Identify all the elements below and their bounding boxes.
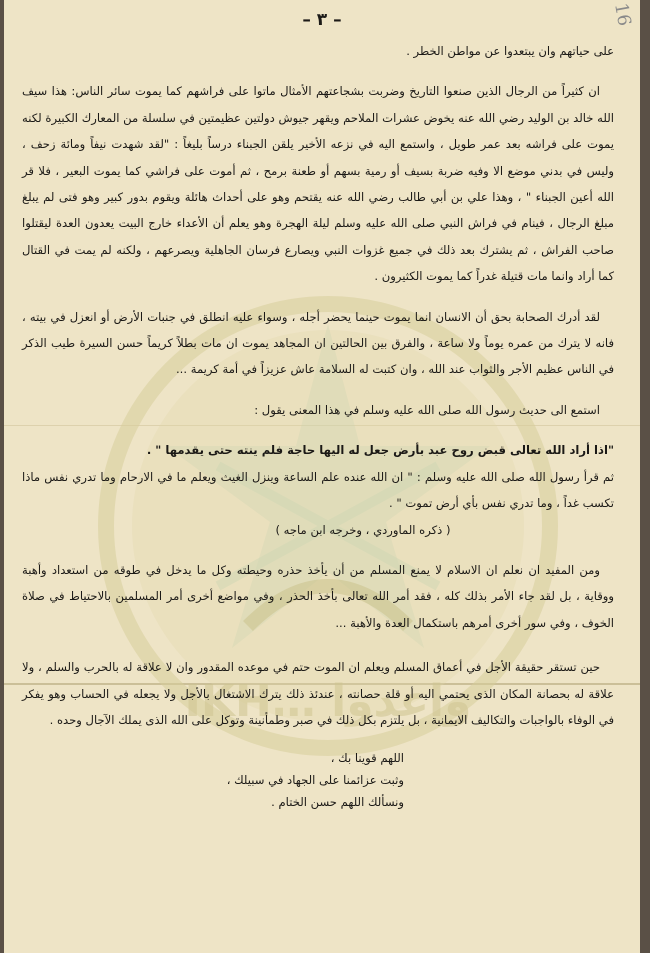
- paragraph-4: استمع الى حديث رسول الله صلى الله عليه وسلم في هذا المعنى يقول :: [254, 402, 600, 417]
- document-page: [4, 0, 640, 953]
- hadith-quote: "اذا أراد الله تعالى قبض روح عبد بأرض جعل له اليها حاجة فلم ينته حتى يقدمها " .: [146, 443, 614, 458]
- dua-line-2: وثبت عزائمنا على الجهاد في سبيلك ،: [226, 773, 404, 788]
- dua-line-1: اللهم قوينا بك ،: [330, 751, 404, 766]
- pencil-mark: 16: [610, 1, 635, 28]
- watermark-text: IKH… واعدوا: [184, 676, 472, 727]
- body-text: [22, 38, 614, 813]
- citation: ( ذكره الماوردي ، وخرجه ابن ماجه ): [275, 522, 451, 537]
- paragraph-6: ومن المفيد ان نعلم ان الاسلام لا يمنع المسلم من أن يأخذ حذره وحيطته وكل ما يدخل في طوقه من استعداد وأهبة ووقاية ، بل لقد جاء الأمر بذلك كله ، فقد أمر الله تعالى بأخذ الحذر ، وفي مواضع أخرى أمر المسلمين بالاحتياط في صلاة الخوف ، وفي سور أخرى أمرهم باستكمال العدة والأهبة ...: [22, 562, 614, 630]
- paragraph-1: على حياتهم وان يبتعدوا عن مواطن الخطر .: [406, 44, 614, 58]
- dua-line-3: ونسألك اللهم حسن الختام .: [271, 795, 404, 810]
- paragraph-5: ثم قرأ رسول الله صلى الله عليه وسلم : " ان الله عنده علم الساعة وينزل الغيث ويعلم ما في الارحام وما تدري نفس ماذا تكسب غداً ، وما تدري نفس بأي أرض تموت " .: [22, 469, 614, 511]
- paragraph-2: ان كثيراً من الرجال الذين صنعوا التاريخ وضربت بشجاعتهم الأمثال ماتوا على فراشهم كما يموت سائر الناس: هذا سيف الله خالد بن الوليد رضي الله عنه يخوض عشرات الملاحم ويقهر جيوش دولتين عظيمتين في سلسلة من المعارك الكبيرة لكنه يموت على فراشه بعد عمر طويل ، واستمع اليه في نزعه الأخير يلقن الجبناء درساً بليغاً : "لقد شهدت نيفاً ومائة زحف ، وليس في بدني موضع الا وفيه ضربة بسيف أو رمية بسهم أو طعنة برمح ، ثم أموت على فراشي كما يموت البعير ، فلا قر الله أعين الجبناء " ، وهذا علي بن أبي طالب رضي الله عنه يقتحم وهو على أحداث هائلة ويقوم بدور كبير وهو فتى لم يبلغ مبلغ الرجال ، فينام في فراش النبي صلى الله عليه وسلم ليلة الهجرة وهو يعلم أن الأعداء خارج البيت يعدون العدة ليقتلوا صاحب الفراش ، ثم يشترك بعد ذلك في جميع غزوات النبي ويصارع فرسان الجاهلية ويصرعهم ، ولكنه لم يمت في القتال كما أراد وانما مات قتيلة غدراً كما يموت الكثيرون .: [22, 84, 614, 284]
- page-number: – ٣ –: [302, 10, 342, 30]
- paragraph-3: لقد أدرك الصحابة بحق أن الانسان انما يموت حينما يحضر أجله ، وسواء عليه انطلق في جنبات الأرض أو انعزل في بيته ، فانه لا يترك من عمره يوماً ولا ساعة ، والفرق بين الحالتين ان المجاهد يموت ان مات بطلاً كريماً حسن السيرة طيب الذكر في الناس عظيم الأجر والثواب عند الله ، وان كتبت له السلامة عاش عزيزاً في أمة كريمة ...: [22, 309, 614, 377]
- paragraph-7: حين تستقر حقيقة الأجل في أعماق المسلم ويعلم ان الموت حتم في موعده المقدور وان لا علاقة له بالحرب والسلم ، ولا علاقة له بحصانة المكان الذى يحتمي اليه أو قلة حصانته ، عندئذ ذلك يترك الاشتغال بالأجل ولا يجعله في الحساب وهو يفكر في الوفاء بالواجبات والتكاليف الايمانية ، بل يلتزم بكل ذلك في صبر وطمأنينة وتوكل على الله الذى يملك الآجال وحده .: [22, 660, 614, 727]
